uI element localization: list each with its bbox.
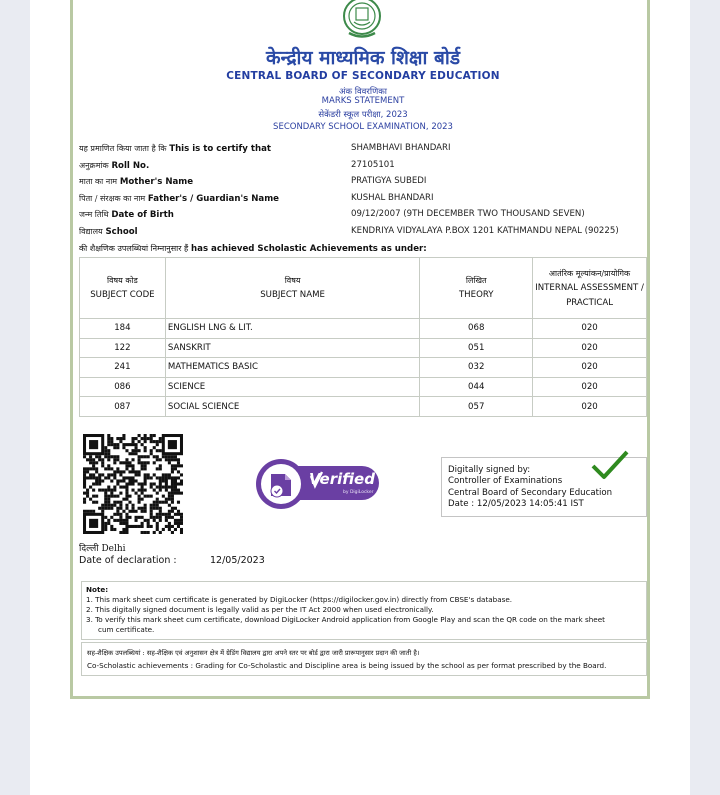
info-hindi-label: विद्यालय: [79, 227, 103, 236]
info-english-label: Mother's Name: [119, 177, 194, 187]
info-english-label: Date of Birth: [111, 210, 174, 220]
note-item: 2. This digitally signed document is legally valid as per the IT Act 2000 when used electronically.: [86, 605, 434, 614]
info-hindi-label: पिता / संरक्षक का नाम: [79, 194, 146, 203]
green-check-icon: [591, 450, 629, 480]
mother-name: PRATIGYA SUBEDI: [351, 176, 427, 186]
header-subject-code: विषय कोड SUBJECT CODE: [80, 258, 166, 319]
theory-marks: 057: [420, 397, 533, 417]
info-english-label: Father's / Guardian's Name: [147, 194, 279, 204]
info-row-roll: [79, 160, 649, 174]
theory-marks: 044: [420, 377, 533, 397]
internal-marks: 020: [533, 319, 647, 339]
info-hindi-label: जन्म तिथि: [79, 210, 109, 219]
info-row-dob: [79, 209, 649, 223]
declaration-date: 12/05/2023: [210, 555, 265, 566]
signature-line: Central Board of Secondary Education: [448, 487, 613, 498]
achieved-hindi: की शैक्षणिक उपलब्धियां निम्नानुसार हैं: [79, 244, 189, 253]
co-scholastic-box: [81, 642, 647, 676]
board-title: CENTRAL BOARD OF SECONDARY EDUCATION: [226, 70, 500, 82]
marks-table: [79, 257, 647, 417]
theory-marks: 032: [420, 358, 533, 378]
exam-title: SECONDARY SCHOOL EXAMINATION, 2023: [273, 122, 453, 132]
note-item: 3. To verify this mark sheet cum certificate, download DigiLocker Android application from Google Play and scan the QR code on the mark sheet: [86, 615, 605, 624]
theory-marks: 051: [420, 338, 533, 358]
table-row: [80, 319, 647, 339]
header-internal-assessment: आतंरिक मूल्यांकन/प्रायोगिक INTERNAL ASSESSMENT / PRACTICAL: [533, 258, 647, 319]
marks-statement-title: MARKS STATEMENT: [321, 96, 405, 106]
subject-name: MATHEMATICS BASIC: [165, 358, 419, 378]
hindi-exam-title: सेकेंडरी स्कूल परीक्षा, 2023: [318, 110, 408, 120]
info-row-mother: [79, 176, 649, 190]
info-hindi-label: अनुक्रमांक: [79, 161, 109, 170]
qr-code-icon[interactable]: [83, 434, 183, 534]
theory-marks: 068: [420, 319, 533, 339]
father-name: KUSHAL BHANDARI: [351, 193, 434, 203]
info-english-label: Roll No.: [111, 161, 150, 171]
table-row: [80, 358, 647, 378]
student-name: SHAMBHAVI BHANDARI: [351, 143, 451, 153]
subject-code: 122: [80, 338, 166, 358]
table-header-row: [80, 258, 647, 319]
internal-marks: 020: [533, 377, 647, 397]
subject-code: 087: [80, 397, 166, 417]
cbse-emblem-icon: [339, 0, 385, 40]
hindi-board-title: केन्द्रीय माध्यमिक शिक्षा बोर्ड: [266, 47, 460, 69]
place-of-issue: दिल्ली Delhi: [79, 544, 126, 554]
note-item: 1. This mark sheet cum certificate is generated by DigiLocker (https://digilocker.gov.in) directly from CBSE's database.: [86, 595, 513, 604]
declaration-label: Date of declaration :: [79, 555, 177, 566]
header-theory: लिखित THEORY: [420, 258, 533, 319]
note-item: cum certificate.: [98, 625, 155, 634]
notes-title: Note:: [86, 585, 109, 594]
internal-marks: 020: [533, 397, 647, 417]
subject-name: SCIENCE: [165, 377, 419, 397]
subject-code: 241: [80, 358, 166, 378]
co-scholastic-english: Co-Scholastic achievements : Grading for Co-Scholastic and Discipline area is being issued by the school as per format prescribed by the Board.: [87, 660, 607, 670]
header-subject-name: विषय SUBJECT NAME: [165, 258, 419, 319]
achieved-statement: [79, 243, 427, 254]
table-row: [80, 377, 647, 397]
subject-name: SOCIAL SCIENCE: [165, 397, 419, 417]
info-hindi-label: माता का नाम: [79, 177, 118, 186]
info-row-father: [79, 193, 649, 207]
subject-code: 184: [80, 319, 166, 339]
co-scholastic-hindi: सह-शैक्षिक उपलब्धियां : सह-शैक्षिक एवं अनुशासन क्षेत्र में ग्रेडिंग विद्यालय द्वारा अपने स्तर पर बोर्ड द्वारा जारी प्रारूपानुसार प्रदान की जाती है।: [87, 649, 420, 657]
subject-code: 086: [80, 377, 166, 397]
date-of-birth: 09/12/2007 (9TH DECEMBER TWO THOUSAND SEVEN): [351, 209, 585, 219]
table-row: [80, 397, 647, 417]
school-name: KENDRIYA VIDYALAYA P.BOX 1201 KATHMANDU NEPAL (90225): [351, 226, 619, 236]
achieved-english: has achieved Scholastic Achievements as under:: [191, 244, 427, 254]
signature-line: Controller of Examinations: [448, 476, 563, 487]
info-row-school: [79, 226, 649, 240]
internal-marks: 020: [533, 338, 647, 358]
digilocker-by-text: by DigiLocker: [343, 490, 374, 495]
info-english-label: School: [105, 227, 138, 237]
roll-number: 27105101: [351, 160, 395, 170]
hindi-marks-statement: अंक विवरणिका: [339, 87, 387, 97]
internal-marks: 020: [533, 358, 647, 378]
info-english-label: This is to certify that: [169, 144, 271, 154]
info-row-certify: [79, 143, 649, 157]
page-background: [30, 0, 690, 795]
signature-line: Digitally signed by:: [448, 465, 531, 475]
digilocker-verified-text: Verified: [309, 470, 375, 488]
signature-date: Date : 12/05/2023 14:05:41 IST: [448, 498, 584, 509]
info-hindi-label: यह प्रमाणित किया जाता है कि: [79, 144, 167, 153]
subject-name: ENGLISH LNG & LIT.: [165, 319, 419, 339]
marks-certificate: [70, 0, 650, 699]
subject-name: SANSKRIT: [165, 338, 419, 358]
table-row: [80, 338, 647, 358]
notes-box: [81, 581, 647, 640]
